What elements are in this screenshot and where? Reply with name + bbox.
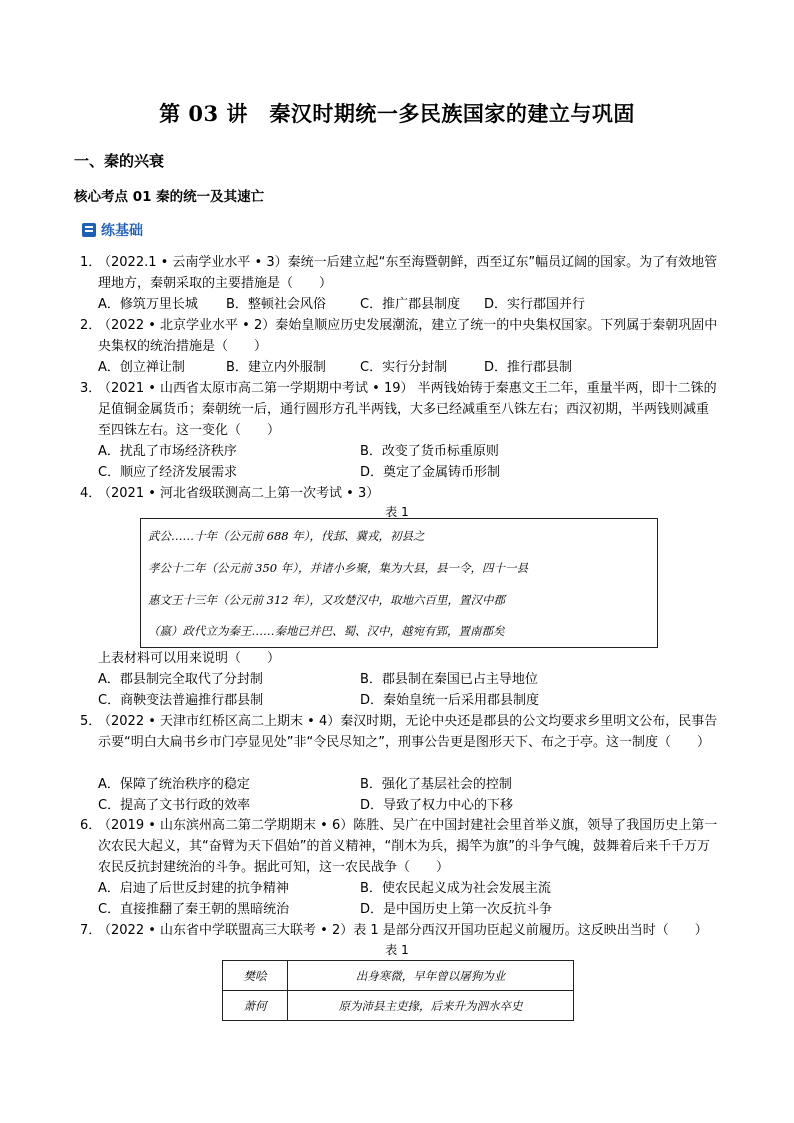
option-c: C．直接推翻了秦王朝的黑暗统治	[98, 902, 290, 917]
table-cell: 原为沛县主吏掾，后来升为泗水卒史	[288, 991, 574, 1021]
table-caption: 表 1	[385, 943, 409, 957]
table-row	[223, 991, 574, 1021]
question-stem: （2021 • 河北省级联测高二上第一次考试 • 3）	[98, 486, 380, 501]
option-d: D．是中国历史上第一次反抗斗争	[360, 902, 553, 917]
option-a: A．创立禅让制	[98, 360, 185, 375]
option-c: C．提高了文书行政的效率	[98, 798, 251, 813]
section-heading: 一、秦的兴衰	[74, 152, 165, 170]
question-6	[80, 815, 720, 878]
question-number: 5．	[80, 714, 102, 729]
book-icon	[82, 223, 96, 237]
practice-badge	[82, 220, 143, 240]
option-a: A．修筑万里长城	[98, 297, 198, 312]
option-c: C．推广郡县制度	[360, 297, 461, 312]
question-2	[80, 315, 720, 357]
badge-label: 练基础	[101, 223, 143, 239]
question-number: 3．	[80, 381, 102, 396]
question-7	[80, 920, 720, 941]
question-stem: （2022 • 天津市红桥区高二上期末 • 4）秦汉时期，无论中央还是郡县的公文均要求乡里明文公布，民事告示要“明白大扁书乡市门亭显见处”非“令民尽知之”，刑事公告更是图形天下、布之于亭。这一制度（ ）	[98, 714, 718, 750]
question-stem: （2022 • 山东省中学联盟高三大联考 • 2）表 1 是部分西汉开国功臣起义前履历。这反映出当时（ ）	[98, 923, 708, 938]
source-table	[140, 518, 658, 648]
option-b: B．强化了基层社会的控制	[360, 777, 512, 792]
question-stem: （2019 • 山东滨州高二第二学期期末 • 6）陈胜、吴广在中国封建社会里首举义旗，领导了我国历史上第一次农民大起义，其“奋臂为天下倡始”的首义精神，“削木为兵，揭竿为旗”的斗争气魄，鼓舞着后来千千万万农民反抗封建统治的斗争。据此可知，这一农民战争（ ）	[98, 818, 718, 875]
question-4	[80, 483, 720, 504]
table-row: 孝公十二年（公元前 350 年），并诸小乡聚，集为大县，县一令，四十一县	[148, 561, 529, 575]
core-topic-heading: 核心考点 01 秦的统一及其速亡	[74, 189, 265, 205]
option-a: A．保障了统治秩序的稳定	[98, 777, 250, 792]
table-row: 武公……十年（公元前 688 年），伐邽、冀戎，初县之	[148, 529, 425, 543]
option-d: D．实行郡国并行	[484, 297, 586, 312]
table-row: （嬴）政代立为秦王……秦地已并巴、蜀、汉中，越宛有郢，置南郡矣	[148, 624, 505, 638]
option-b: B．改变了货币标重原则	[360, 444, 499, 459]
option-a: A．郡县制完全取代了分封制	[98, 672, 263, 687]
option-b: B．整顿社会风俗	[226, 297, 326, 312]
option-d: D．推行郡县制	[484, 360, 573, 375]
question-number: 7．	[80, 923, 102, 938]
option-d: D．秦始皇统一后采用郡县制度	[360, 693, 540, 708]
question-5	[80, 711, 720, 753]
table-row: 惠文王十三年（公元前 312 年），又攻楚汉中，取地六百里，置汉中郡	[148, 593, 506, 607]
option-b: B．建立内外服制	[226, 360, 326, 375]
page-title: 第 03 讲 秦汉时期统一多民族国家的建立与巩固	[159, 101, 635, 126]
question-3	[80, 378, 720, 441]
option-d: D．奠定了金属铸币形制	[360, 465, 501, 480]
option-c: C．顺应了经济发展需求	[98, 465, 238, 480]
table-cell: 樊哙	[223, 961, 288, 991]
option-c: C．实行分封制	[360, 360, 448, 375]
question-stem: （2022 • 北京学业水平 • 2）秦始皇顺应历史发展潮流，建立了统一的中央集权国家。下列属于秦朝巩固中央集权的统治措施是（ ）	[98, 318, 718, 354]
option-b: B．使农民起义成为社会发展主流	[360, 881, 551, 896]
question-number: 2．	[80, 318, 102, 333]
option-d: D．导致了权力中心的下移	[360, 798, 514, 813]
option-a: A．扰乱了市场经济秩序	[98, 444, 237, 459]
table-cell: 萧何	[223, 991, 288, 1021]
option-c: C．商鞅变法普遍推行郡县制	[98, 693, 264, 708]
table-caption: 表 1	[385, 505, 409, 519]
question-1	[80, 252, 720, 294]
table-row	[223, 961, 574, 991]
official-table	[222, 960, 574, 1021]
option-a: A．启迪了后世反封建的抗争精神	[98, 881, 289, 896]
option-b: B．郡县制在秦国已占主导地位	[360, 672, 538, 687]
question-stem: （2021 • 山西省太原市高二第一学期期中考试 • 19） 半两钱始铸于秦惠文王二年，重量半两，即十二铢的足值铜金属货币；秦朝统一后，通行圆形方孔半两钱，大多已经减重至八铢左右；西汉初期，半两钱则减重至四铢左右。这一变化（ ）	[98, 381, 717, 438]
question-stem: （2022.1 • 云南学业水平 • 3）秦统一后建立起“东至海暨朝鲜，西至辽东”幅员辽阔的国家。为了有效地管理地方，秦朝采取的主要措施是（ ）	[98, 255, 718, 291]
question-number: 4．	[80, 486, 102, 501]
table-cell: 出身寒微，早年曾以屠狗为业	[288, 961, 574, 991]
question-number: 1．	[80, 255, 102, 270]
question-4-prompt: 上表材料可以用来说明（ ）	[98, 651, 281, 666]
question-number: 6．	[80, 818, 102, 833]
